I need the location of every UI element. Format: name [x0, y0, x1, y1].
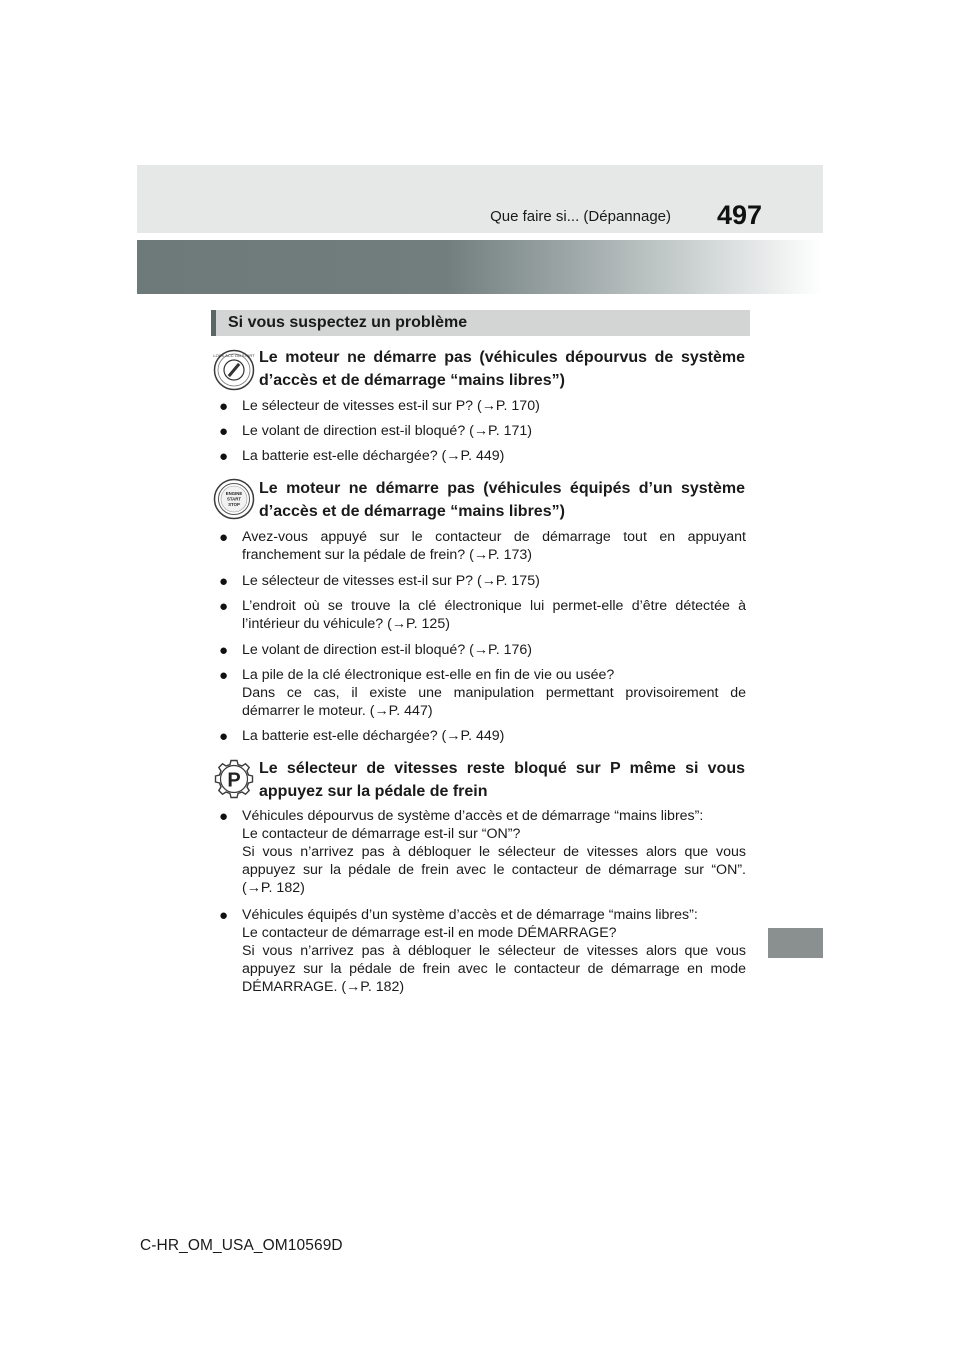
page-number: 497 [716, 200, 762, 230]
key-ignition-label: LOCK ACC ON START [213, 353, 255, 358]
chapter-banner [137, 240, 823, 294]
list-item-text: Le sélecteur de vitesses est-il sur P? (→P. 170) [242, 398, 540, 414]
subsection-title-1: Le moteur ne démarre pas (véhicules dépourvus de système d’accès et de démarrage “mains libres”) [259, 349, 745, 389]
subsection-title-2: Le moteur ne démarre pas (véhicules équipés d’un système d’accès et de démarrage “mains libres”) [259, 480, 745, 520]
bullet-icon: ● [219, 398, 229, 415]
bullet-icon: ● [219, 728, 229, 745]
list-item-text: DÉMARRAGE. (→P. 182) [242, 979, 405, 995]
list-item-text: La pile de la clé électronique est-elle en fin de vie ou usée? [242, 667, 615, 683]
bullet-icon: ● [219, 529, 229, 546]
bullet-icon: ● [219, 448, 229, 465]
section-heading-bar [211, 310, 750, 336]
list-item-text: Véhicules dépourvus de système d’accès et de démarrage “mains libres”: [242, 808, 704, 824]
list-item-text: appuyez sur la pédale de frein avec le contacteur de démarrage en mode [242, 961, 746, 977]
engine-button-line1: ENGINE [225, 491, 243, 496]
list-item-text: L’endroit où se trouve la clé électronique lui permet-elle d’être détectée à [242, 598, 746, 614]
shift-lock-glyph: P [227, 769, 241, 792]
bullet-icon: ● [219, 598, 229, 615]
bullet-icon: ● [219, 423, 229, 440]
bullet-icon: ● [219, 907, 229, 924]
bullet-icon: ● [219, 642, 229, 659]
engine-button-line2: START [226, 496, 242, 502]
subsection-title-3: Le sélecteur de vitesses reste bloqué sur P même si vous appuyez sur la pédale de frein [259, 760, 745, 800]
list-item-text: Le sélecteur de vitesses est-il sur P? (→P. 175) [242, 573, 540, 589]
list-item-text: Si vous n’arrivez pas à débloquer le sélecteur de vitesses alors que vous [242, 943, 746, 959]
list-item-text: démarrer le moteur. (→P. 447) [242, 703, 433, 719]
engine-start-stop-icon [213, 478, 255, 520]
list-item-text: Dans ce cas, il existe une manipulation permettant provisoirement de [242, 685, 746, 701]
header-title: Que faire si... (Dépannage) [490, 208, 671, 225]
list-item-text: Le volant de direction est-il bloqué? (→P. 171) [242, 423, 532, 439]
list-item-text: franchement sur la pédale de frein? (→P. 173) [242, 547, 532, 563]
shift-lock-gear-icon [213, 758, 255, 800]
list-item-text: (→P. 182) [242, 880, 305, 896]
list-item-text: l’intérieur du véhicule? (→P. 125) [242, 616, 450, 632]
list-item-text: Le contacteur de démarrage est-il en mode DÉMARRAGE? [242, 925, 617, 941]
list-item-text: La batterie est-elle déchargée? (→P. 449) [242, 448, 505, 464]
list-item-text: La batterie est-elle déchargée? (→P. 449) [242, 728, 505, 744]
key-ignition-icon [213, 349, 255, 391]
list-item-text: Si vous n’arrivez pas à débloquer le sélecteur de vitesses alors que vous [242, 844, 746, 860]
engine-button-line3: STOP [228, 502, 240, 507]
list-item-text: Avez-vous appuyé sur le contacteur de démarrage tout en appuyant [242, 529, 746, 545]
footer-document-code: C-HR_OM_USA_OM10569D [140, 1237, 343, 1254]
list-item-text: Véhicules équipés d’un système d’accès et de démarrage “mains libres”: [242, 907, 698, 923]
list-item-text: Le contacteur de démarrage est-il sur “ON”? [242, 826, 521, 842]
chapter-side-tab[interactable] [768, 928, 823, 958]
bullet-icon: ● [219, 667, 229, 684]
bullet-icon: ● [219, 808, 229, 825]
list-item-text: Le volant de direction est-il bloqué? (→P. 176) [242, 642, 532, 658]
section-title: Si vous suspectez un problème [228, 314, 468, 331]
bullet-icon: ● [219, 573, 229, 590]
list-item-text: appuyez sur la pédale de frein avec le contacteur de démarrage sur “ON”. [242, 862, 746, 878]
